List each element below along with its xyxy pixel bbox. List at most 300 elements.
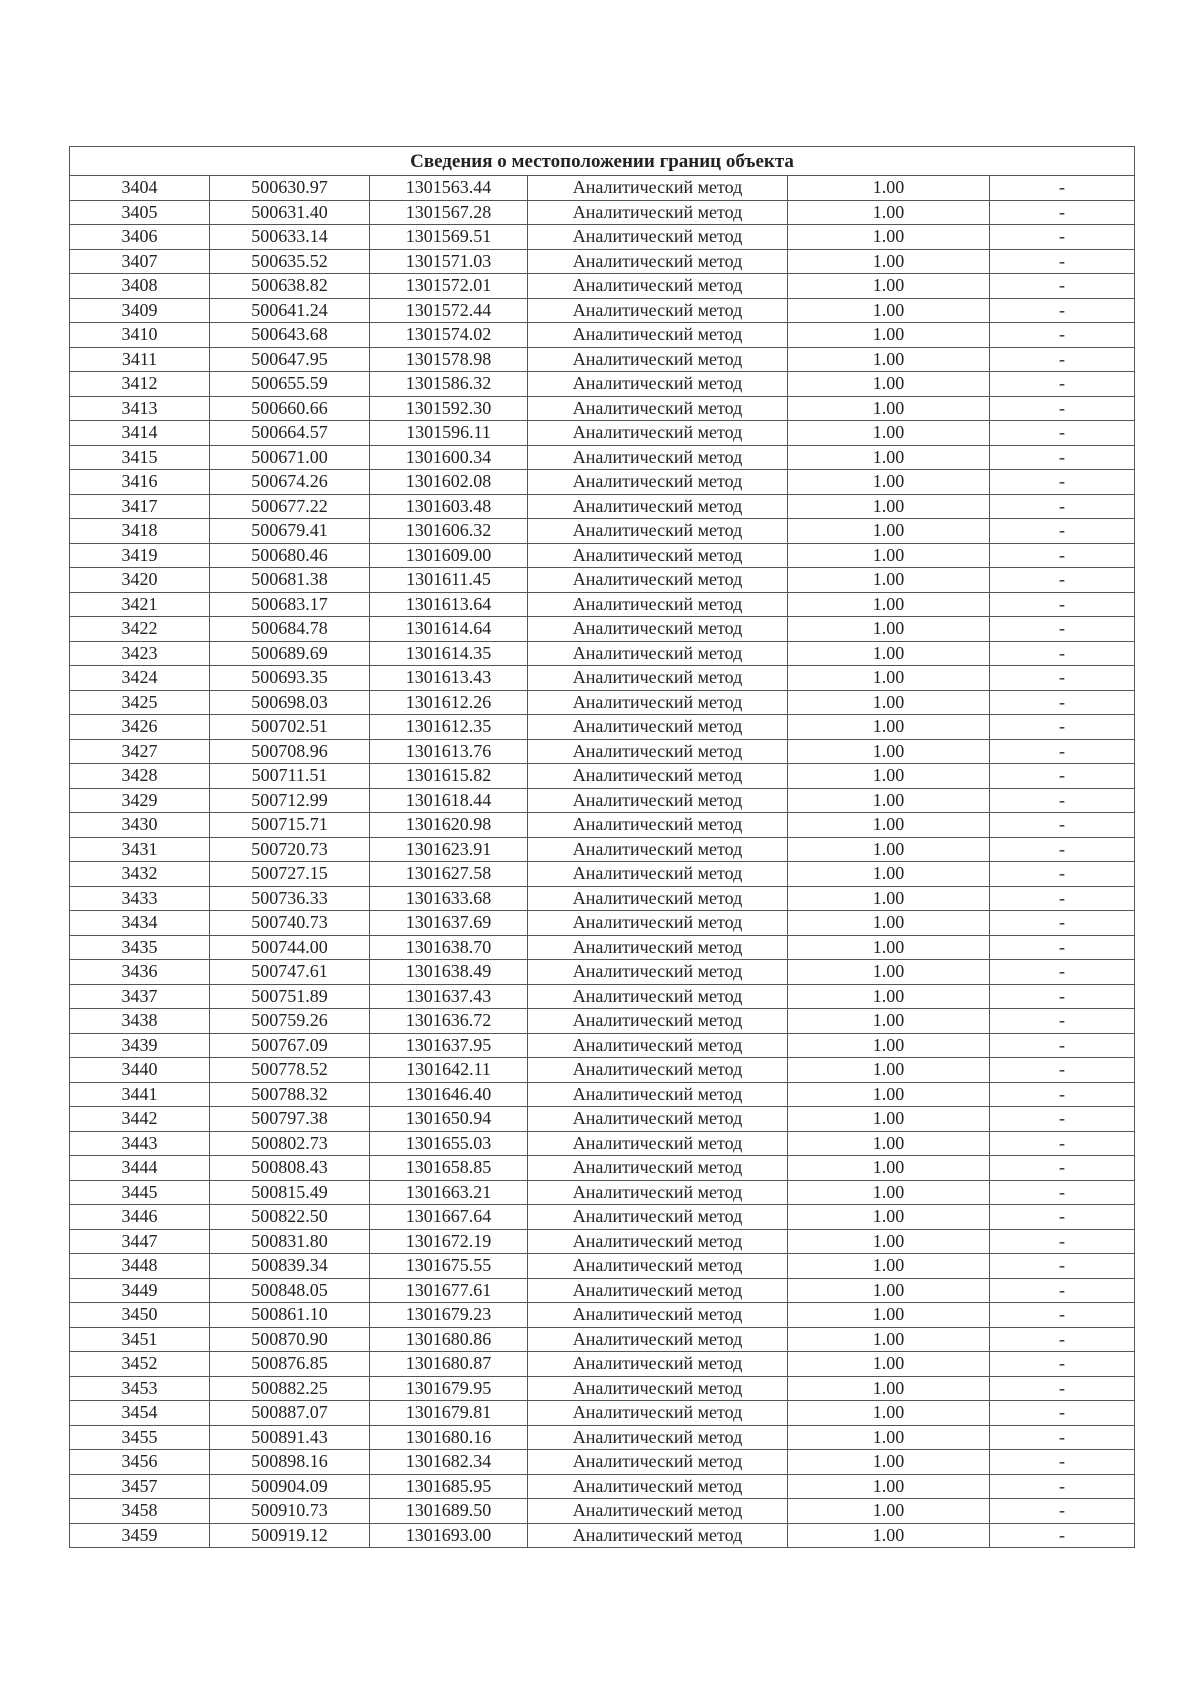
x-coordinate-cell: 500671.00 bbox=[210, 445, 370, 470]
x-coordinate-cell: 500708.96 bbox=[210, 739, 370, 764]
table-row bbox=[70, 788, 1135, 813]
y-coordinate-cell: 1301679.23 bbox=[370, 1303, 528, 1328]
y-coordinate-cell: 1301680.86 bbox=[370, 1327, 528, 1352]
y-coordinate-cell: 1301623.91 bbox=[370, 837, 528, 862]
method-cell: Аналитический метод bbox=[528, 911, 788, 936]
description-cell: - bbox=[990, 984, 1135, 1009]
y-coordinate-cell: 1301569.51 bbox=[370, 225, 528, 250]
x-coordinate-cell: 500630.97 bbox=[210, 176, 370, 201]
point-number-cell: 3431 bbox=[70, 837, 210, 862]
x-coordinate-cell: 500797.38 bbox=[210, 1107, 370, 1132]
x-coordinate-cell: 500767.09 bbox=[210, 1033, 370, 1058]
description-cell: - bbox=[990, 1278, 1135, 1303]
description-cell: - bbox=[990, 1033, 1135, 1058]
table-row bbox=[70, 617, 1135, 642]
accuracy-cell: 1.00 bbox=[788, 568, 990, 593]
point-number-cell: 3428 bbox=[70, 764, 210, 789]
accuracy-cell: 1.00 bbox=[788, 1058, 990, 1083]
x-coordinate-cell: 500689.69 bbox=[210, 641, 370, 666]
y-coordinate-cell: 1301618.44 bbox=[370, 788, 528, 813]
method-cell: Аналитический метод bbox=[528, 837, 788, 862]
method-cell: Аналитический метод bbox=[528, 1156, 788, 1181]
table-row bbox=[70, 984, 1135, 1009]
y-coordinate-cell: 1301574.02 bbox=[370, 323, 528, 348]
point-number-cell: 3408 bbox=[70, 274, 210, 299]
x-coordinate-cell: 500647.95 bbox=[210, 347, 370, 372]
y-coordinate-cell: 1301655.03 bbox=[370, 1131, 528, 1156]
table-row bbox=[70, 592, 1135, 617]
point-number-cell: 3439 bbox=[70, 1033, 210, 1058]
method-cell: Аналитический метод bbox=[528, 1058, 788, 1083]
table-row bbox=[70, 1180, 1135, 1205]
table-row bbox=[70, 1450, 1135, 1475]
x-coordinate-cell: 500788.32 bbox=[210, 1082, 370, 1107]
point-number-cell: 3453 bbox=[70, 1376, 210, 1401]
method-cell: Аналитический метод bbox=[528, 1376, 788, 1401]
method-cell: Аналитический метод bbox=[528, 788, 788, 813]
point-number-cell: 3429 bbox=[70, 788, 210, 813]
table-row bbox=[70, 494, 1135, 519]
point-number-cell: 3426 bbox=[70, 715, 210, 740]
point-number-cell: 3409 bbox=[70, 298, 210, 323]
y-coordinate-cell: 1301567.28 bbox=[370, 200, 528, 225]
table-row bbox=[70, 372, 1135, 397]
description-cell: - bbox=[990, 1180, 1135, 1205]
method-cell: Аналитический метод bbox=[528, 886, 788, 911]
point-number-cell: 3444 bbox=[70, 1156, 210, 1181]
x-coordinate-cell: 500910.73 bbox=[210, 1499, 370, 1524]
y-coordinate-cell: 1301658.85 bbox=[370, 1156, 528, 1181]
y-coordinate-cell: 1301571.03 bbox=[370, 249, 528, 274]
method-cell: Аналитический метод bbox=[528, 641, 788, 666]
description-cell: - bbox=[990, 1327, 1135, 1352]
x-coordinate-cell: 500759.26 bbox=[210, 1009, 370, 1034]
accuracy-cell: 1.00 bbox=[788, 1107, 990, 1132]
point-number-cell: 3442 bbox=[70, 1107, 210, 1132]
method-cell: Аналитический метод bbox=[528, 396, 788, 421]
description-cell: - bbox=[990, 543, 1135, 568]
table-row bbox=[70, 543, 1135, 568]
accuracy-cell: 1.00 bbox=[788, 445, 990, 470]
description-cell: - bbox=[990, 176, 1135, 201]
method-cell: Аналитический метод bbox=[528, 592, 788, 617]
x-coordinate-cell: 500802.73 bbox=[210, 1131, 370, 1156]
description-cell: - bbox=[990, 813, 1135, 838]
y-coordinate-cell: 1301682.34 bbox=[370, 1450, 528, 1475]
description-cell: - bbox=[990, 225, 1135, 250]
description-cell: - bbox=[990, 421, 1135, 446]
y-coordinate-cell: 1301693.00 bbox=[370, 1523, 528, 1548]
x-coordinate-cell: 500664.57 bbox=[210, 421, 370, 446]
x-coordinate-cell: 500891.43 bbox=[210, 1425, 370, 1450]
description-cell: - bbox=[990, 1009, 1135, 1034]
description-cell: - bbox=[990, 1303, 1135, 1328]
accuracy-cell: 1.00 bbox=[788, 519, 990, 544]
table-row bbox=[70, 519, 1135, 544]
x-coordinate-cell: 500635.52 bbox=[210, 249, 370, 274]
table-row bbox=[70, 176, 1135, 201]
x-coordinate-cell: 500887.07 bbox=[210, 1401, 370, 1426]
description-cell: - bbox=[990, 445, 1135, 470]
description-cell: - bbox=[990, 200, 1135, 225]
accuracy-cell: 1.00 bbox=[788, 396, 990, 421]
method-cell: Аналитический метод bbox=[528, 764, 788, 789]
table-row bbox=[70, 886, 1135, 911]
accuracy-cell: 1.00 bbox=[788, 1229, 990, 1254]
description-cell: - bbox=[990, 1229, 1135, 1254]
x-coordinate-cell: 500698.03 bbox=[210, 690, 370, 715]
accuracy-cell: 1.00 bbox=[788, 176, 990, 201]
table-row bbox=[70, 935, 1135, 960]
table-row bbox=[70, 568, 1135, 593]
x-coordinate-cell: 500778.52 bbox=[210, 1058, 370, 1083]
accuracy-cell: 1.00 bbox=[788, 543, 990, 568]
accuracy-cell: 1.00 bbox=[788, 1474, 990, 1499]
x-coordinate-cell: 500677.22 bbox=[210, 494, 370, 519]
x-coordinate-cell: 500643.68 bbox=[210, 323, 370, 348]
point-number-cell: 3410 bbox=[70, 323, 210, 348]
y-coordinate-cell: 1301677.61 bbox=[370, 1278, 528, 1303]
table-row bbox=[70, 347, 1135, 372]
table-row bbox=[70, 764, 1135, 789]
accuracy-cell: 1.00 bbox=[788, 1254, 990, 1279]
accuracy-cell: 1.00 bbox=[788, 935, 990, 960]
accuracy-cell: 1.00 bbox=[788, 1205, 990, 1230]
x-coordinate-cell: 500638.82 bbox=[210, 274, 370, 299]
description-cell: - bbox=[990, 1352, 1135, 1377]
accuracy-cell: 1.00 bbox=[788, 886, 990, 911]
method-cell: Аналитический метод bbox=[528, 1033, 788, 1058]
table-row bbox=[70, 445, 1135, 470]
y-coordinate-cell: 1301612.26 bbox=[370, 690, 528, 715]
description-cell: - bbox=[990, 666, 1135, 691]
method-cell: Аналитический метод bbox=[528, 347, 788, 372]
y-coordinate-cell: 1301572.01 bbox=[370, 274, 528, 299]
method-cell: Аналитический метод bbox=[528, 1278, 788, 1303]
description-cell: - bbox=[990, 1156, 1135, 1181]
accuracy-cell: 1.00 bbox=[788, 911, 990, 936]
accuracy-cell: 1.00 bbox=[788, 666, 990, 691]
point-number-cell: 3449 bbox=[70, 1278, 210, 1303]
table-row bbox=[70, 1523, 1135, 1548]
point-number-cell: 3412 bbox=[70, 372, 210, 397]
y-coordinate-cell: 1301679.81 bbox=[370, 1401, 528, 1426]
accuracy-cell: 1.00 bbox=[788, 1352, 990, 1377]
y-coordinate-cell: 1301637.69 bbox=[370, 911, 528, 936]
point-number-cell: 3436 bbox=[70, 960, 210, 985]
method-cell: Аналитический метод bbox=[528, 1254, 788, 1279]
table-row bbox=[70, 298, 1135, 323]
y-coordinate-cell: 1301680.87 bbox=[370, 1352, 528, 1377]
accuracy-cell: 1.00 bbox=[788, 372, 990, 397]
y-coordinate-cell: 1301612.35 bbox=[370, 715, 528, 740]
table-row bbox=[70, 837, 1135, 862]
method-cell: Аналитический метод bbox=[528, 1425, 788, 1450]
y-coordinate-cell: 1301637.95 bbox=[370, 1033, 528, 1058]
description-cell: - bbox=[990, 911, 1135, 936]
x-coordinate-cell: 500712.99 bbox=[210, 788, 370, 813]
point-number-cell: 3459 bbox=[70, 1523, 210, 1548]
x-coordinate-cell: 500681.38 bbox=[210, 568, 370, 593]
accuracy-cell: 1.00 bbox=[788, 1033, 990, 1058]
x-coordinate-cell: 500633.14 bbox=[210, 225, 370, 250]
table-row bbox=[70, 1082, 1135, 1107]
table-row bbox=[70, 641, 1135, 666]
accuracy-cell: 1.00 bbox=[788, 1327, 990, 1352]
point-number-cell: 3418 bbox=[70, 519, 210, 544]
point-number-cell: 3445 bbox=[70, 1180, 210, 1205]
table-row bbox=[70, 666, 1135, 691]
point-number-cell: 3419 bbox=[70, 543, 210, 568]
method-cell: Аналитический метод bbox=[528, 1107, 788, 1132]
x-coordinate-cell: 500904.09 bbox=[210, 1474, 370, 1499]
x-coordinate-cell: 500679.41 bbox=[210, 519, 370, 544]
accuracy-cell: 1.00 bbox=[788, 1450, 990, 1475]
point-number-cell: 3448 bbox=[70, 1254, 210, 1279]
point-number-cell: 3405 bbox=[70, 200, 210, 225]
point-number-cell: 3417 bbox=[70, 494, 210, 519]
table-row bbox=[70, 1033, 1135, 1058]
method-cell: Аналитический метод bbox=[528, 1229, 788, 1254]
x-coordinate-cell: 500751.89 bbox=[210, 984, 370, 1009]
x-coordinate-cell: 500822.50 bbox=[210, 1205, 370, 1230]
method-cell: Аналитический метод bbox=[528, 445, 788, 470]
description-cell: - bbox=[990, 396, 1135, 421]
y-coordinate-cell: 1301675.55 bbox=[370, 1254, 528, 1279]
table-row bbox=[70, 421, 1135, 446]
y-coordinate-cell: 1301620.98 bbox=[370, 813, 528, 838]
description-cell: - bbox=[990, 347, 1135, 372]
x-coordinate-cell: 500660.66 bbox=[210, 396, 370, 421]
method-cell: Аналитический метод bbox=[528, 568, 788, 593]
point-number-cell: 3454 bbox=[70, 1401, 210, 1426]
description-cell: - bbox=[990, 935, 1135, 960]
description-cell: - bbox=[990, 1474, 1135, 1499]
accuracy-cell: 1.00 bbox=[788, 837, 990, 862]
method-cell: Аналитический метод bbox=[528, 225, 788, 250]
table-row bbox=[70, 323, 1135, 348]
method-cell: Аналитический метод bbox=[528, 984, 788, 1009]
method-cell: Аналитический метод bbox=[528, 1082, 788, 1107]
method-cell: Аналитический метод bbox=[528, 1499, 788, 1524]
point-number-cell: 3404 bbox=[70, 176, 210, 201]
description-cell: - bbox=[990, 715, 1135, 740]
y-coordinate-cell: 1301614.35 bbox=[370, 641, 528, 666]
point-number-cell: 3434 bbox=[70, 911, 210, 936]
table-row bbox=[70, 1058, 1135, 1083]
point-number-cell: 3447 bbox=[70, 1229, 210, 1254]
method-cell: Аналитический метод bbox=[528, 249, 788, 274]
method-cell: Аналитический метод bbox=[528, 1131, 788, 1156]
point-number-cell: 3422 bbox=[70, 617, 210, 642]
x-coordinate-cell: 500641.24 bbox=[210, 298, 370, 323]
accuracy-cell: 1.00 bbox=[788, 1082, 990, 1107]
accuracy-cell: 1.00 bbox=[788, 323, 990, 348]
y-coordinate-cell: 1301563.44 bbox=[370, 176, 528, 201]
y-coordinate-cell: 1301667.64 bbox=[370, 1205, 528, 1230]
description-cell: - bbox=[990, 274, 1135, 299]
point-number-cell: 3433 bbox=[70, 886, 210, 911]
description-cell: - bbox=[990, 837, 1135, 862]
method-cell: Аналитический метод bbox=[528, 1180, 788, 1205]
y-coordinate-cell: 1301611.45 bbox=[370, 568, 528, 593]
y-coordinate-cell: 1301679.95 bbox=[370, 1376, 528, 1401]
table-title-row bbox=[70, 147, 1135, 176]
x-coordinate-cell: 500684.78 bbox=[210, 617, 370, 642]
method-cell: Аналитический метод bbox=[528, 1352, 788, 1377]
accuracy-cell: 1.00 bbox=[788, 813, 990, 838]
description-cell: - bbox=[990, 1376, 1135, 1401]
y-coordinate-cell: 1301602.08 bbox=[370, 470, 528, 495]
description-cell: - bbox=[990, 1058, 1135, 1083]
method-cell: Аналитический метод bbox=[528, 1205, 788, 1230]
y-coordinate-cell: 1301606.32 bbox=[370, 519, 528, 544]
accuracy-cell: 1.00 bbox=[788, 347, 990, 372]
accuracy-cell: 1.00 bbox=[788, 1180, 990, 1205]
method-cell: Аналитический метод bbox=[528, 274, 788, 299]
table-row bbox=[70, 1131, 1135, 1156]
accuracy-cell: 1.00 bbox=[788, 715, 990, 740]
y-coordinate-cell: 1301614.64 bbox=[370, 617, 528, 642]
accuracy-cell: 1.00 bbox=[788, 1131, 990, 1156]
y-coordinate-cell: 1301600.34 bbox=[370, 445, 528, 470]
x-coordinate-cell: 500727.15 bbox=[210, 862, 370, 887]
accuracy-cell: 1.00 bbox=[788, 225, 990, 250]
x-coordinate-cell: 500861.10 bbox=[210, 1303, 370, 1328]
y-coordinate-cell: 1301650.94 bbox=[370, 1107, 528, 1132]
method-cell: Аналитический метод bbox=[528, 1009, 788, 1034]
y-coordinate-cell: 1301638.49 bbox=[370, 960, 528, 985]
y-coordinate-cell: 1301615.82 bbox=[370, 764, 528, 789]
y-coordinate-cell: 1301685.95 bbox=[370, 1474, 528, 1499]
point-number-cell: 3416 bbox=[70, 470, 210, 495]
point-number-cell: 3437 bbox=[70, 984, 210, 1009]
description-cell: - bbox=[990, 641, 1135, 666]
description-cell: - bbox=[990, 470, 1135, 495]
accuracy-cell: 1.00 bbox=[788, 421, 990, 446]
accuracy-cell: 1.00 bbox=[788, 960, 990, 985]
point-number-cell: 3420 bbox=[70, 568, 210, 593]
point-number-cell: 3432 bbox=[70, 862, 210, 887]
table-row bbox=[70, 739, 1135, 764]
accuracy-cell: 1.00 bbox=[788, 1499, 990, 1524]
accuracy-cell: 1.00 bbox=[788, 1376, 990, 1401]
accuracy-cell: 1.00 bbox=[788, 1303, 990, 1328]
accuracy-cell: 1.00 bbox=[788, 592, 990, 617]
x-coordinate-cell: 500815.49 bbox=[210, 1180, 370, 1205]
method-cell: Аналитический метод bbox=[528, 323, 788, 348]
table-row bbox=[70, 1205, 1135, 1230]
table-row bbox=[70, 1278, 1135, 1303]
y-coordinate-cell: 1301636.72 bbox=[370, 1009, 528, 1034]
method-cell: Аналитический метод bbox=[528, 421, 788, 446]
accuracy-cell: 1.00 bbox=[788, 1425, 990, 1450]
y-coordinate-cell: 1301613.64 bbox=[370, 592, 528, 617]
accuracy-cell: 1.00 bbox=[788, 617, 990, 642]
table-body bbox=[70, 176, 1135, 1548]
x-coordinate-cell: 500693.35 bbox=[210, 666, 370, 691]
accuracy-cell: 1.00 bbox=[788, 788, 990, 813]
table-row bbox=[70, 1254, 1135, 1279]
x-coordinate-cell: 500680.46 bbox=[210, 543, 370, 568]
point-number-cell: 3451 bbox=[70, 1327, 210, 1352]
method-cell: Аналитический метод bbox=[528, 176, 788, 201]
y-coordinate-cell: 1301586.32 bbox=[370, 372, 528, 397]
y-coordinate-cell: 1301613.43 bbox=[370, 666, 528, 691]
description-cell: - bbox=[990, 1499, 1135, 1524]
table-row bbox=[70, 911, 1135, 936]
table-row bbox=[70, 715, 1135, 740]
table-row bbox=[70, 813, 1135, 838]
description-cell: - bbox=[990, 1425, 1135, 1450]
description-cell: - bbox=[990, 323, 1135, 348]
x-coordinate-cell: 500870.90 bbox=[210, 1327, 370, 1352]
method-cell: Аналитический метод bbox=[528, 1474, 788, 1499]
table-row bbox=[70, 1303, 1135, 1328]
method-cell: Аналитический метод bbox=[528, 1450, 788, 1475]
method-cell: Аналитический метод bbox=[528, 519, 788, 544]
point-number-cell: 3407 bbox=[70, 249, 210, 274]
description-cell: - bbox=[990, 519, 1135, 544]
y-coordinate-cell: 1301646.40 bbox=[370, 1082, 528, 1107]
table-row bbox=[70, 1499, 1135, 1524]
description-cell: - bbox=[990, 617, 1135, 642]
x-coordinate-cell: 500711.51 bbox=[210, 764, 370, 789]
accuracy-cell: 1.00 bbox=[788, 1156, 990, 1181]
point-number-cell: 3443 bbox=[70, 1131, 210, 1156]
description-cell: - bbox=[990, 494, 1135, 519]
point-number-cell: 3423 bbox=[70, 641, 210, 666]
table-row bbox=[70, 1156, 1135, 1181]
x-coordinate-cell: 500740.73 bbox=[210, 911, 370, 936]
point-number-cell: 3425 bbox=[70, 690, 210, 715]
table-row bbox=[70, 1474, 1135, 1499]
accuracy-cell: 1.00 bbox=[788, 641, 990, 666]
description-cell: - bbox=[990, 1131, 1135, 1156]
y-coordinate-cell: 1301637.43 bbox=[370, 984, 528, 1009]
method-cell: Аналитический метод bbox=[528, 690, 788, 715]
accuracy-cell: 1.00 bbox=[788, 1523, 990, 1548]
method-cell: Аналитический метод bbox=[528, 1303, 788, 1328]
description-cell: - bbox=[990, 592, 1135, 617]
x-coordinate-cell: 500848.05 bbox=[210, 1278, 370, 1303]
accuracy-cell: 1.00 bbox=[788, 862, 990, 887]
point-number-cell: 3435 bbox=[70, 935, 210, 960]
y-coordinate-cell: 1301663.21 bbox=[370, 1180, 528, 1205]
y-coordinate-cell: 1301627.58 bbox=[370, 862, 528, 887]
method-cell: Аналитический метод bbox=[528, 715, 788, 740]
y-coordinate-cell: 1301680.16 bbox=[370, 1425, 528, 1450]
description-cell: - bbox=[990, 862, 1135, 887]
method-cell: Аналитический метод bbox=[528, 739, 788, 764]
point-number-cell: 3458 bbox=[70, 1499, 210, 1524]
x-coordinate-cell: 500831.80 bbox=[210, 1229, 370, 1254]
accuracy-cell: 1.00 bbox=[788, 1401, 990, 1426]
method-cell: Аналитический метод bbox=[528, 666, 788, 691]
method-cell: Аналитический метод bbox=[528, 1327, 788, 1352]
point-number-cell: 3440 bbox=[70, 1058, 210, 1083]
y-coordinate-cell: 1301592.30 bbox=[370, 396, 528, 421]
point-number-cell: 3424 bbox=[70, 666, 210, 691]
x-coordinate-cell: 500898.16 bbox=[210, 1450, 370, 1475]
description-cell: - bbox=[990, 739, 1135, 764]
x-coordinate-cell: 500747.61 bbox=[210, 960, 370, 985]
x-coordinate-cell: 500808.43 bbox=[210, 1156, 370, 1181]
y-coordinate-cell: 1301596.11 bbox=[370, 421, 528, 446]
accuracy-cell: 1.00 bbox=[788, 739, 990, 764]
method-cell: Аналитический метод bbox=[528, 617, 788, 642]
table-row bbox=[70, 1401, 1135, 1426]
